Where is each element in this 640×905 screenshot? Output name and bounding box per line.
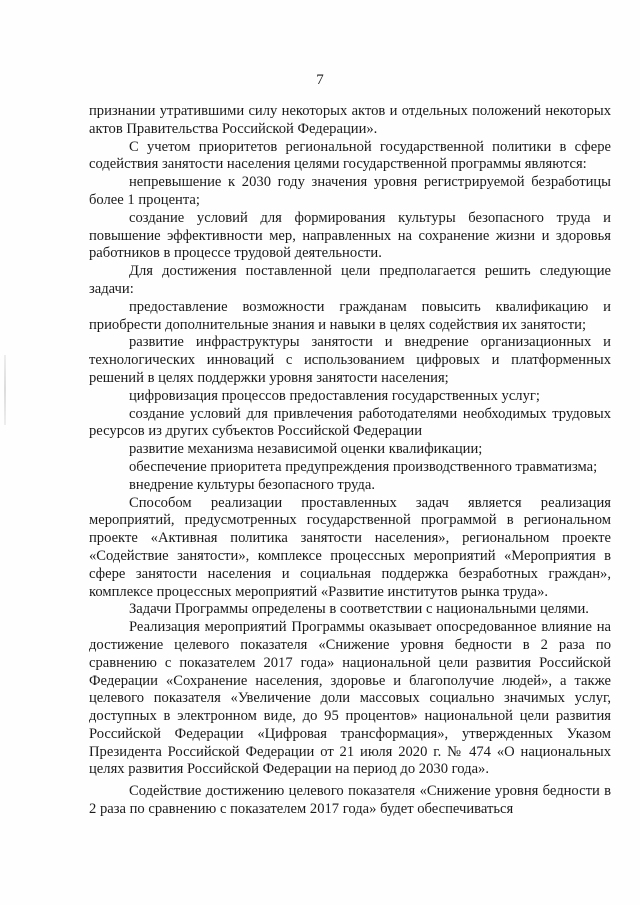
scan-artifact [4,355,6,425]
paragraph: Содействие достижению целевого показателя «Снижение уровня бедности в 2 раза по сравнению с показателем 2017 года» будет обеспечиваться [89,783,611,818]
page-number: 7 [316,72,324,88]
paragraph: внедрение культуры безопасного труда. [129,476,375,493]
paragraph: Для достижения поставленной цели предполагается решить следующие задачи: [89,263,611,297]
paragraph: развитие инфраструктуры занятости и внедрение организационных и технологических инноваций с использованием цифровых и платформенных решений в целях поддержки уровня занятости населения; [89,334,611,386]
document-body [89,103,611,819]
paragraph: Реализация мероприятий Программы оказывает опосредованное влияние на достижение целевого показателя «Снижение уровня бедности в 2 раза по сравнению с показателем 2017 года» национальной цели развития Российской Федерации «Сохранение населения, здоровье и благополучие людей», а также целевого показателя «Увеличение доли массовых социально значимых услуг, доступных в электронном виде, до 95 процентов» национальной цели развития Российской Федерации «Цифровая трансформация», утвержденных Указом Президента Российской Федерации от 21 июля 2020 г. № 474 «О национальных целях развития Российской Федерации на период до 2030 года». [89,619,611,778]
paragraph: обеспечение приоритета предупреждения производственного травматизма; [129,458,598,475]
paragraph: создание условий для формирования культуры безопасного труда и повышение эффективности мер, направленных на сохранение жизни и здоровья работников в процессе трудовой деятельности. [89,209,611,262]
paragraph: Задачи Программы определены в соответствии с национальными целями. [129,601,589,618]
paragraph: создание условий для привлечения работодателями необходимых трудовых ресурсов из других субъектов Российской Федерации [89,405,611,440]
paragraph: Способом реализации проставленных задач является реализация мероприятий, предусмотренных государственной программой в региональном проекте «Активная политика занятости населения», региональном проекте «Содействие занятости», комплексе процессных мероприятий «Мероприятия в сфере занятости населения и социальная поддержка безработных граждан», комплексе процессных мероприятий «Развитие институтов рынка труда». [89,494,611,600]
paragraph: цифровизация процессов предоставления государственных услуг; [129,387,540,404]
paragraph: непревышение к 2030 году значения уровня регистрируемой безработицы более 1 процента; [89,174,611,208]
paragraph: С учетом приоритетов региональной государственной политики в сфере содействия занятости населения целями государственной программы являются: [89,138,611,173]
paragraph: развитие механизма независимой оценки квалификации; [129,441,483,458]
paragraph: признании утратившими силу некоторых актов и отдельных положений некоторых актов Правительства Российской Федерации». [89,103,611,137]
paragraph: предоставление возможности гражданам повысить квалификацию и приобрести дополнительные знания и навыки в целях содействия их занятости; [89,298,611,333]
